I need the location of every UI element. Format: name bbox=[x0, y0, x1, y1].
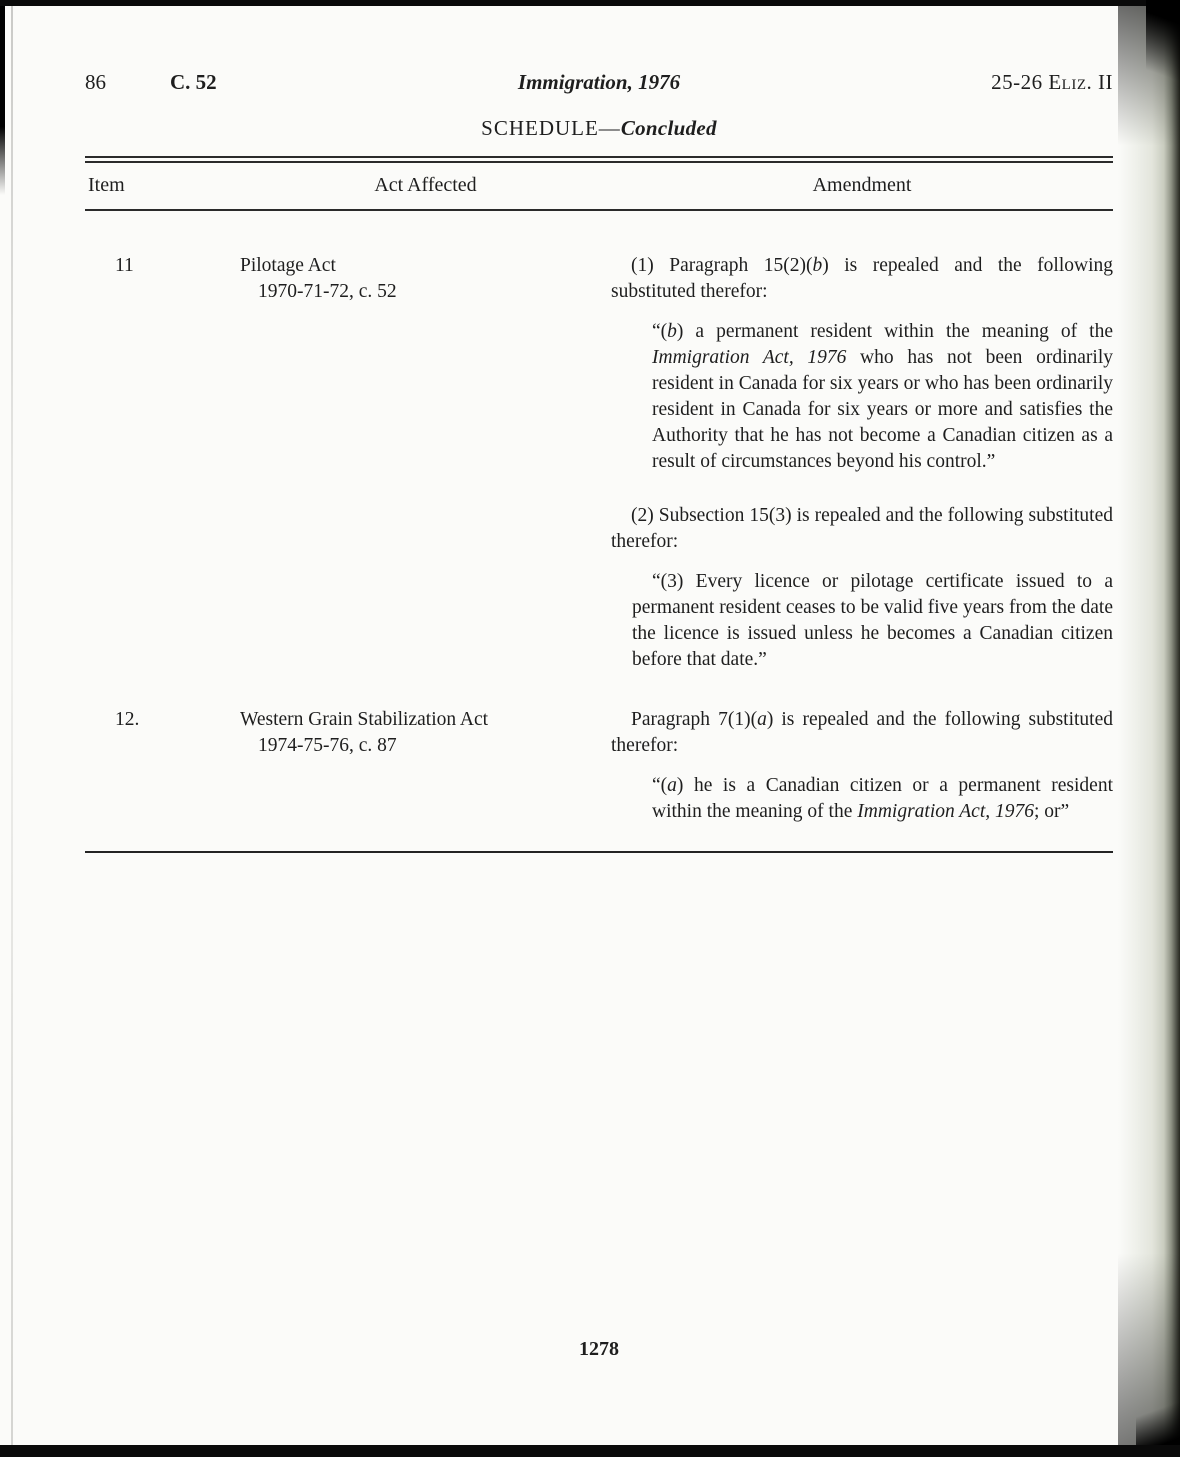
scanner-bottom-edge bbox=[0, 1445, 1180, 1457]
page-gutter-shadow bbox=[1118, 0, 1180, 1457]
bottom-rule bbox=[85, 851, 1113, 853]
scanner-corner-top-right bbox=[1146, 0, 1180, 120]
act-name: Western Grain Stabilization Act bbox=[240, 709, 489, 730]
scanner-top-edge bbox=[0, 0, 1180, 6]
amendment-cell bbox=[611, 707, 1113, 825]
amendment-intro-paragraph: (1) Paragraph 15(2)(b) is repealed and the following substituted therefor: bbox=[611, 255, 1113, 302]
schedule-heading bbox=[85, 116, 1113, 141]
schedule-heading-prefix: SCHEDULE— bbox=[481, 116, 621, 140]
amendment-cell bbox=[611, 253, 1113, 673]
schedule-table-body bbox=[85, 211, 1113, 825]
schedule-heading-emphasis: Concluded bbox=[620, 116, 717, 140]
amendment-intro-paragraph: (2) Subsection 15(3) is repealed and the following substituted therefor: bbox=[611, 505, 1113, 552]
column-header-act: Act Affected bbox=[374, 174, 477, 196]
column-header-item: Item bbox=[88, 174, 125, 196]
act-citation: 1974-75-76, c. 87 bbox=[258, 735, 397, 756]
column-header-amendment: Amendment bbox=[812, 174, 912, 196]
chapter-number: C. 52 bbox=[170, 70, 217, 94]
item-number: 11 bbox=[115, 255, 134, 276]
footer-page-number: 1278 bbox=[579, 1338, 619, 1360]
double-rule bbox=[85, 156, 1113, 163]
table-row bbox=[85, 253, 1113, 673]
item-number: 12. bbox=[115, 709, 140, 730]
regnal-year: 25-26 Eliz. II bbox=[991, 70, 1113, 94]
amendment-intro-paragraph: Paragraph 7(1)(a) is repealed and the following substituted therefor: bbox=[611, 709, 1114, 756]
amendment-quote-paragraph: “(3) Every licence or pilotage certificate issued to a permanent resident ceases to be valid five years from the date the licence is issued unless he becomes a Canadian citizen before that date.” bbox=[632, 571, 1113, 670]
scanner-left-edge bbox=[0, 0, 5, 195]
act-name: Pilotage Act bbox=[240, 255, 336, 276]
running-title: Immigration, 1976 bbox=[517, 70, 681, 94]
amendment-quote-paragraph: “(b) a permanent resident within the meaning of the Immigration Act, 1976 who has not been ordinarily resident in Canada for six years or who has been ordinarily resident in Canada for six years or more and satisfies the Authority that he has not become a Canadian citizen as a result of circumstances beyond his control.” bbox=[652, 321, 1113, 472]
table-row bbox=[85, 707, 1113, 825]
page-crease-line bbox=[11, 0, 13, 1457]
table-header-row bbox=[85, 163, 1113, 209]
folio-number: 86 bbox=[85, 70, 106, 94]
running-head bbox=[85, 70, 1113, 98]
act-affected-cell bbox=[240, 253, 611, 673]
act-affected-cell bbox=[240, 707, 611, 825]
amendment-quote-paragraph: “(a) he is a Canadian citizen or a permanent resident within the meaning of the Immigration Act, 1976; or” bbox=[652, 775, 1113, 822]
act-citation: 1970-71-72, c. 52 bbox=[258, 281, 397, 302]
